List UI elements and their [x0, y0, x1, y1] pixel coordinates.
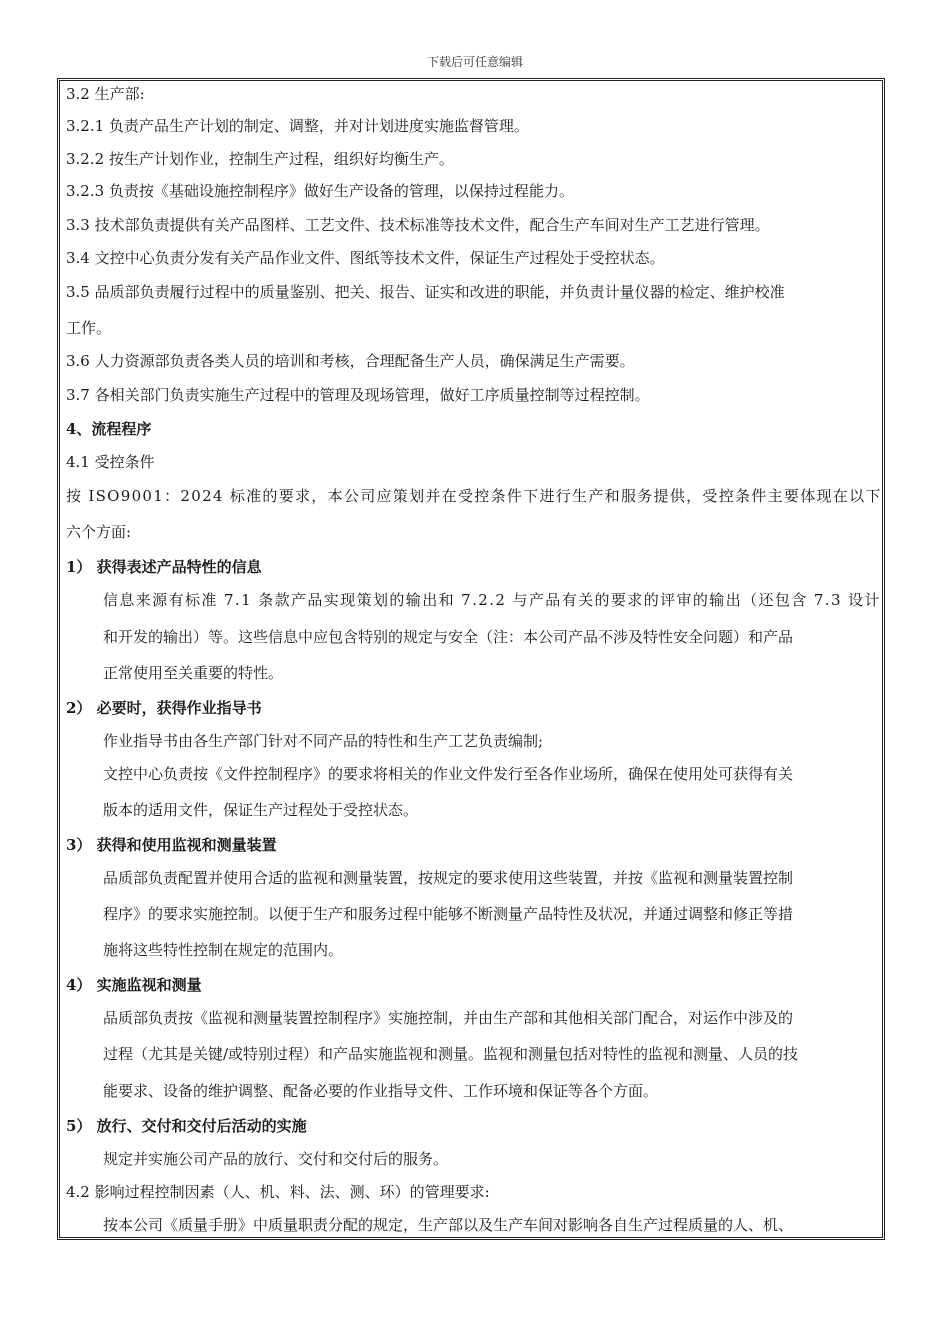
- text-line: 3.7 各相关部门负责实施生产过程中的管理及现场管理，做好工序质量控制等过程控制。: [66, 386, 650, 404]
- text-line: 3.2 生产部:: [66, 85, 145, 103]
- text-line: 4.2 影响过程控制因素（人、机、料、法、测、环）的管理要求:: [66, 1183, 490, 1201]
- text-line: 和开发的输出）等。这些信息中应包含特别的规定与安全（注：本公司产品不涉及特性安全问题）和产品: [103, 628, 794, 646]
- text-line: 3.3 技术部负责提供有关产品图样、工艺文件、技术标准等技术文件，配合生产车间对生产工艺进行管理。: [66, 216, 770, 234]
- text-line: 能要求、设备的维护调整、配备必要的作业指导文件、工作环境和保证等各个方面。: [103, 1082, 659, 1100]
- text-line: 正常使用至关重要的特性。: [103, 664, 284, 682]
- text-line: 文控中心负责按《文件控制程序》的要求将相关的作业文件发行至各作业场所，确保在使用处可获得有关: [103, 765, 794, 783]
- text-line: 3.2.2 按生产计划作业，控制生产过程，组织好均衡生产。: [66, 150, 454, 168]
- text-line: 版本的适用文件，保证生产过程处于受控状态。: [103, 801, 419, 819]
- text-line: 信息来源有标准 7.1 条款产品实现策划的输出和 7.2.2 与产品有关的要求的评审的输出（还包含 7.3 设计: [103, 591, 881, 609]
- section-heading: 5） 放行、交付和交付后活动的实施: [66, 1117, 307, 1135]
- text-line: 按本公司《质量手册》中质量职责分配的规定，生产部以及生产车间对影响各自生产过程质量的人、机、: [103, 1216, 794, 1234]
- text-line: 3.5 品质部负责履行过程中的质量鉴别、把关、报告、证实和改进的职能，并负责计量仪器的检定、维护校准: [66, 283, 785, 301]
- text-line: 品质部负责配置并使用合适的监视和测量装置，按规定的要求使用这些装置，并按《监视和测量装置控制: [103, 869, 794, 887]
- section-heading: 1） 获得表述产品特性的信息: [66, 558, 262, 576]
- text-line: 作业指导书由各生产部门针对不同产品的特性和生产工艺负责编制;: [103, 732, 544, 750]
- text-line: 按 ISO9001：2024 标准的要求，本公司应策划并在受控条件下进行生产和服务提供，受控条件主要体现在以下: [66, 487, 882, 505]
- text-line: 工作。: [66, 319, 112, 337]
- text-line: 过程（尤其是关键/或特别过程）和产品实施监视和测量。监视和测量包括对特性的监视和测量、人员的技: [103, 1045, 799, 1063]
- page-header: 下载后可任意编辑: [426, 55, 523, 69]
- section-heading: 4、流程程序: [66, 420, 152, 438]
- text-line: 4.1 受控条件: [66, 453, 155, 471]
- text-line: 施将这些特性控制在规定的范围内。: [103, 941, 344, 959]
- text-line: 六个方面:: [66, 523, 132, 541]
- section-heading: 2） 必要时，获得作业指导书: [66, 699, 262, 717]
- text-line: 3.2.3 负责按《基础设施控制程序》做好生产设备的管理，以保持过程能力。: [66, 182, 574, 200]
- text-line: 品质部负责按《监视和测量装置控制程序》实施控制，并由生产部和其他相关部门配合，对运作中涉及的: [103, 1009, 794, 1027]
- text-line: 3.2.1 负责产品生产计划的制定、调整，并对计划进度实施监督管理。: [66, 117, 529, 135]
- text-line: 程序》的要求实施控制。以便于生产和服务过程中能够不断测量产品特性及状况，并通过调整和修正等措: [103, 905, 794, 923]
- section-heading: 4） 实施监视和测量: [66, 976, 202, 994]
- text-line: 规定并实施公司产品的放行、交付和交付后的服务。: [103, 1150, 449, 1168]
- section-heading: 3） 获得和使用监视和测量装置: [66, 836, 277, 854]
- text-line: 3.6 人力资源部负责各类人员的培训和考核，合理配备生产人员，确保满足生产需要。: [66, 352, 635, 370]
- text-line: 3.4 文控中心负责分发有关产品作业文件、图纸等技术文件，保证生产过程处于受控状态。: [66, 249, 665, 267]
